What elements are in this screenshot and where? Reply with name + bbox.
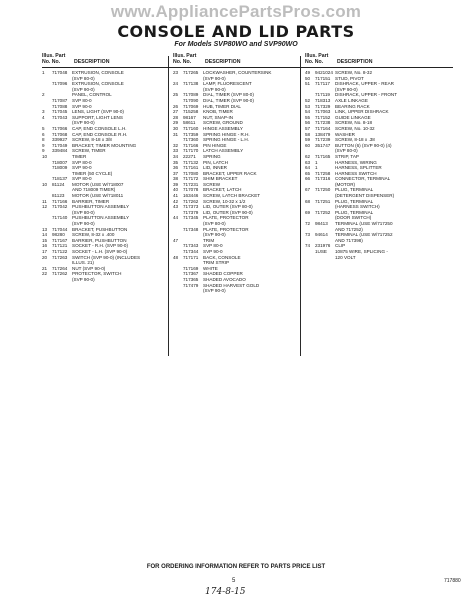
part-description: WASHER <box>335 131 355 137</box>
parts-column-3 <box>305 53 453 260</box>
illus-number: 16 <box>42 243 48 249</box>
illus-number: 13 <box>42 226 48 232</box>
part-number: 717078 <box>183 187 199 193</box>
part-number: 717122 <box>52 249 68 254</box>
part-number: 717152 <box>315 114 331 120</box>
part-description: DIAL, TIMER (SVP 80-0) <box>203 92 254 98</box>
part-number: 717264 <box>52 265 68 271</box>
part-number: 717258 <box>315 170 331 176</box>
column-header <box>42 53 190 68</box>
part-number: 717373 <box>183 204 199 210</box>
page-subtitle: For Models SVP80WO and SVP90WO <box>174 41 298 48</box>
part-description: HINGE ASSEMBLY <box>203 125 243 131</box>
part-number: 717379 <box>183 209 199 215</box>
part-description: TRIM <box>203 237 215 243</box>
part-number: 81124 <box>52 181 65 187</box>
part-number: 163446 <box>183 193 199 199</box>
part-description: BARRIER, PUSHBUTTON <box>72 237 127 243</box>
part-description: PLUG, TERMINAL <box>335 198 374 204</box>
part-number: 717164 <box>315 125 331 131</box>
illus-number: 58 <box>305 131 311 137</box>
part-number: 717316 <box>315 176 331 182</box>
illus-number: 49 <box>305 70 311 75</box>
illus-number: 53 <box>305 103 311 109</box>
part-number: 717063 <box>315 109 331 115</box>
illus-number <box>173 288 183 294</box>
part-number: 351747 <box>315 142 331 148</box>
part-number: 717069 <box>183 103 199 109</box>
header-description: DESCRIPTION <box>337 59 373 65</box>
parts-list <box>305 70 453 260</box>
watermark: www.AppliancePartsPros.com <box>110 2 362 21</box>
part-description: MOTOR (USE W/718011 <box>72 193 124 199</box>
part-description: NUT, SNAP-IN <box>203 114 234 120</box>
part-number: 717231 <box>183 181 199 187</box>
illus-number: 69 <box>305 209 311 215</box>
part-number: 717171 <box>183 254 199 260</box>
illus-number: 57 <box>305 125 311 131</box>
illus-number: 34 <box>173 153 179 159</box>
part-number: 718313 <box>315 97 331 103</box>
part-description: HARNESS, SPLITTER <box>335 165 382 171</box>
illus-number: 23 <box>173 70 179 75</box>
header-no-no: No. No. <box>42 59 61 65</box>
part-description: PANEL, CONTROL <box>72 92 112 98</box>
part-description: EXTRUSION, CONSOLE <box>72 81 124 87</box>
illus-number: 37 <box>173 170 179 176</box>
illus-number: 24 <box>173 81 179 87</box>
parts-column-1 <box>42 53 190 283</box>
part-number: 717138 <box>183 81 199 87</box>
part-description: (SVP 90-0) <box>203 75 226 81</box>
part-description: AND 717398) <box>335 237 363 243</box>
part-description: BRACKET, PUSHBUTTON <box>72 226 128 232</box>
header-description: DESCRIPTION <box>205 59 241 65</box>
part-description: SVP 80-0 <box>72 176 92 182</box>
part-description: BACK, CONSOLE <box>203 254 241 260</box>
part-description: LAMP, FLUORESCENT <box>203 81 252 87</box>
part-description: SCREW <box>203 181 221 187</box>
part-description: 10875 WIRE, SPLICING - <box>335 249 388 254</box>
illus-number: 28 <box>173 114 179 120</box>
document-id: 717880 <box>444 578 461 584</box>
part-number: 717165 <box>315 153 331 159</box>
part-description: TERMINAL (USE W/717250 <box>335 221 393 227</box>
illus-number: 10 <box>42 153 48 159</box>
part-number: 717251 <box>315 198 331 204</box>
part-description: SWITCH (SVP 90-0) (INCLUDES <box>72 254 141 260</box>
part-number: 1 <box>315 159 318 165</box>
part-description: (SVP 90-0) <box>72 276 95 282</box>
part-description: PLATE, PROTECTOR <box>203 226 249 232</box>
part-description: CONNECTOR, TERMINAL <box>335 176 391 182</box>
part-description: SVP 90-0 <box>203 249 223 254</box>
part-description: PROTECTOR, SWITCH <box>72 271 122 277</box>
handwritten-note: 174-8-15 <box>205 587 246 597</box>
part-description: KNOB, TIMER <box>203 109 233 115</box>
part-number: 717343 <box>183 243 199 249</box>
part-description: CAP, END CONSOLE L.H. <box>72 125 127 131</box>
part-number: 717045 <box>52 109 68 115</box>
illus-number: 1 <box>42 70 45 75</box>
illus-number: 20 <box>42 254 48 260</box>
part-description: SCREW, 8-18 x .38 <box>335 137 375 143</box>
part-description: TRIM STRIP <box>203 260 230 266</box>
part-number: 717265 <box>183 70 199 75</box>
illus-number: 15 <box>42 237 48 243</box>
illus-number: 12 <box>42 204 48 210</box>
part-number: 717262 <box>52 271 68 277</box>
illus-number: 62 <box>305 153 311 159</box>
part-number <box>315 255 335 261</box>
part-description: SPRING <box>203 153 221 159</box>
illus-number: 56 <box>305 120 311 126</box>
part-number: 231976 <box>315 243 331 249</box>
part-description: MOTOR (USE W/718007 <box>72 181 124 187</box>
part-number: 717238 <box>315 120 331 126</box>
parts-list <box>42 70 190 283</box>
part-description: STRIP, TAP <box>335 153 359 159</box>
part-number: 717068 <box>52 131 68 137</box>
part-description: SCREW, 10-32 x 1/2 <box>203 198 246 204</box>
illus-number: 3 <box>42 109 45 115</box>
part-description: TIMER <box>72 153 87 159</box>
part-number: 717044 <box>52 226 68 232</box>
part-description: TIMER (50 CYCLE) <box>72 170 113 176</box>
part-number: 717087 <box>52 97 68 103</box>
illus-number: 50 <box>305 75 311 81</box>
part-number: 717365 <box>183 276 199 282</box>
part-description: (SVP 90-0) <box>203 288 226 294</box>
illus-number: 6 <box>42 131 45 137</box>
illus-number: 10 <box>42 181 48 187</box>
part-description: SCREW, LATCH BRACKET <box>203 193 261 199</box>
part-number: 717262 <box>183 198 199 204</box>
part-number: 339484 <box>52 148 68 154</box>
part-number: 9421024 <box>315 70 333 75</box>
illus-number: 64 <box>305 165 311 171</box>
part-description: SCREW, No. 10-32 <box>335 125 375 131</box>
part-description: PIN, LATCH <box>203 159 228 165</box>
part-number: 717121 <box>52 243 68 249</box>
part-description: TERMINAL (USE W/717252 <box>335 232 393 238</box>
part-description: HUB, TIMER DIAL <box>203 103 241 109</box>
illus-number: 2 <box>42 92 45 98</box>
part-number <box>52 277 72 283</box>
part-description: BRACKET, LATCH <box>203 187 242 193</box>
part-description: BEARING RACK <box>335 103 370 109</box>
part-description: (SVP 90-0) <box>72 120 95 126</box>
part-description: BRACKET, TIMER MOUNTING <box>72 142 137 148</box>
illus-number: 33 <box>173 148 179 154</box>
illus-number: 51 <box>305 81 311 87</box>
illus-number: 72 <box>305 221 311 227</box>
part-description: (SVP 90-0) <box>72 86 95 92</box>
part-number: 717345 <box>183 215 199 221</box>
part-description: AXLE LINKAGE <box>335 97 368 103</box>
part-description: 120 VOLT <box>335 254 356 260</box>
part-description: DISHRACK, UPPER - FRONT <box>335 92 398 98</box>
part-number: 718009 <box>52 165 68 171</box>
part-number: 717066 <box>52 125 68 131</box>
part-description: BUTTON (6) (SVP 90-0) (4) <box>335 142 392 148</box>
part-number: 717367 <box>183 271 199 277</box>
part-description: SOCKET - L.H. (SVP 90-0) <box>72 249 128 254</box>
part-description: LID, OUTER (SVP 80-0) <box>203 204 253 210</box>
part-description: STUD, PIVOT <box>335 75 364 81</box>
part-number: 98413 <box>315 221 328 227</box>
part-description: LATCH ASSEMBLY <box>203 148 244 154</box>
part-number: 717166 <box>52 198 68 204</box>
part-description: BARRIER, TIMER <box>72 198 110 204</box>
illus-number: 9 <box>42 142 45 148</box>
illus-number <box>305 255 315 261</box>
illus-number: 36 <box>173 165 179 171</box>
page-title: CONSOLE AND LID PARTS <box>117 22 355 41</box>
part-number: 717160 <box>183 125 199 131</box>
part-number: 717089 <box>183 92 199 98</box>
part-description: SPRING HINGE - R.H. <box>203 131 250 137</box>
illus-number <box>42 277 52 283</box>
part-description: LID, INNER <box>203 165 227 171</box>
part-number: 717096 <box>52 81 68 87</box>
part-number: 717166 <box>183 142 199 148</box>
illus-number: 11 <box>42 198 47 204</box>
part-description: SHADED COPPER <box>203 271 243 277</box>
part-description: DISHRACK, UPPER - REAR <box>335 81 394 87</box>
illus-number: 30 <box>173 125 179 131</box>
header-illus-part: Illus. Part <box>173 53 197 59</box>
illus-number: 42 <box>173 198 179 204</box>
illus-number: 63 <box>305 159 311 165</box>
part-description: (SVP 90-0) <box>203 232 226 238</box>
table-row <box>42 277 190 283</box>
part-number: 717140 <box>52 215 68 221</box>
part-description: DIAL, TIMER (SVP 90-0) <box>203 97 254 103</box>
part-number <box>183 288 203 294</box>
part-description: (SVP 90-0) <box>335 86 358 92</box>
part-description: CLIP <box>335 243 346 249</box>
part-description: LOCKWASHER, COUNTERSINK <box>203 70 272 75</box>
illus-number: 21 <box>42 265 48 271</box>
part-description: SVP 80-0 <box>72 159 92 165</box>
part-description: (SVP 80-0) <box>72 75 95 81</box>
illus-number: 14 <box>42 232 48 238</box>
illus-number: 17 <box>42 249 48 254</box>
part-number: 717479 <box>183 282 199 288</box>
illus-number: 31 <box>173 131 179 137</box>
part-number: 717250 <box>315 187 331 193</box>
part-number: 717151 <box>315 75 331 81</box>
part-number: 717117 <box>315 81 330 87</box>
part-description: WHITE <box>203 265 218 271</box>
header-illus-part: Illus. Part <box>42 53 66 59</box>
column-header <box>173 53 324 68</box>
part-number: 717119 <box>315 92 330 98</box>
illus-number: 55 <box>305 114 311 120</box>
part-number: 718137 <box>52 176 68 182</box>
part-description: SPRING HINGE - L.H. <box>203 137 249 143</box>
column-header <box>305 53 453 68</box>
part-description: SCREW, No. 8-18 <box>335 120 373 126</box>
header-illus-part: Illus. Part <box>305 53 329 59</box>
part-description: PUSHBUTTON ASSEMBLY <box>72 204 130 210</box>
part-description: PIN HINGE <box>203 142 227 148</box>
part-number: 1USE <box>315 249 328 254</box>
table-row <box>305 255 453 261</box>
illus-number: 40 <box>173 187 179 193</box>
part-description: HARNESS, WIRING <box>335 159 377 165</box>
part-number: 717090 <box>183 97 199 103</box>
illus-number: 39 <box>173 181 179 187</box>
part-number: 22271 <box>183 153 196 159</box>
part-description: LID, OUTER (SVP 90-0) <box>203 209 253 215</box>
part-description: (SVP 90-0) <box>203 86 226 92</box>
part-description: SCREW, GROUND <box>203 120 243 126</box>
part-description: (SVP 80-0) <box>203 221 226 227</box>
illus-number: 26 <box>173 103 179 109</box>
part-number: 717043 <box>52 114 68 120</box>
illus-number: 22 <box>42 271 48 277</box>
part-number: 717329 <box>315 103 331 109</box>
part-number: 717170 <box>183 148 199 154</box>
part-number: 717252 <box>315 209 331 215</box>
part-description: SCREW, TIMER <box>72 148 106 154</box>
part-description: EXTRUSION, CONSOLE <box>72 70 124 75</box>
part-number: 717169 <box>183 265 199 271</box>
part-number: 98280 <box>52 232 65 238</box>
part-description: (SVP 80-0) <box>335 148 358 154</box>
header-description: DESCRIPTION <box>74 59 110 65</box>
illus-number: 65 <box>305 170 311 176</box>
part-description: BRACKET, UPPER RACK <box>203 170 257 176</box>
part-number: 717263 <box>52 254 68 260</box>
part-number: 717167 <box>52 237 68 243</box>
part-description: SHADED AVOCADO <box>203 276 246 282</box>
part-description: (DETERGENT DISPENSER) <box>335 193 395 199</box>
illus-number: 44 <box>173 215 179 221</box>
part-description: CAP, END CONSOLE R.H. <box>72 131 128 137</box>
part-number: 98167 <box>183 114 196 120</box>
part-number: 138479 <box>315 131 331 137</box>
part-description: (HARNESS SWITCH) <box>335 204 380 210</box>
illus-number: 74 <box>305 243 311 249</box>
illus-number: 47 <box>173 237 179 243</box>
illus-number: 8 <box>42 137 45 143</box>
part-description: HARNESS SWITCH <box>335 170 377 176</box>
illus-number: 60 <box>305 142 311 148</box>
header-no-no: No. No. <box>305 59 324 65</box>
illus-number: 43 <box>173 204 179 210</box>
part-number: 717088 <box>52 103 68 109</box>
part-number: 58611 <box>183 120 196 126</box>
part-description: SUPPORT, LIGHT LENS <box>72 114 123 120</box>
part-number: 717049 <box>52 142 68 148</box>
illus-number: 66 <box>305 176 311 182</box>
illus-number: 54 <box>305 109 311 115</box>
part-description: GUIDE LINKAGE <box>335 114 371 120</box>
illus-number: 9 <box>42 148 45 154</box>
part-description: AND 718009 TIMER) <box>72 187 116 193</box>
part-description: PLATE, PROTECTOR <box>203 215 249 221</box>
part-number: 717161 <box>183 165 199 171</box>
table-row <box>173 288 321 294</box>
part-number: 717348 <box>183 226 199 232</box>
part-description: SVP 90-0 <box>72 103 92 109</box>
part-description: NUT (SVP 90-0) <box>72 265 106 271</box>
part-description: SHIM BRACKET <box>203 176 238 182</box>
illus-number: 52 <box>305 97 311 103</box>
part-description: SVP 80-0 <box>203 243 223 249</box>
part-number: 717360 <box>183 137 199 143</box>
part-description: (SVP 80-0) <box>72 209 95 215</box>
illus-number: 29 <box>173 120 179 126</box>
part-number: 715258 <box>183 109 199 115</box>
part-description: (DOOR SWITCH) <box>335 215 372 221</box>
part-number: 94614 <box>315 232 328 238</box>
part-description: SCREW, 8-32 x .400 <box>72 232 115 238</box>
part-description: SCREW, 8-18 x 3/8 <box>72 137 112 143</box>
illus-number: 73 <box>305 232 311 238</box>
header-no-no: No. No. <box>173 59 192 65</box>
part-number: 717132 <box>183 159 199 165</box>
part-description: PUSHBUTTON ASSEMBLY <box>72 215 130 221</box>
part-number: 717172 <box>183 176 199 182</box>
part-number: 717239 <box>315 137 331 143</box>
part-number: 717080 <box>183 170 199 176</box>
part-description: SVP 90-0 <box>72 165 92 171</box>
part-description: (MOTOR) <box>335 181 356 187</box>
illus-number: 67 <box>305 187 311 193</box>
part-number: 81123 <box>52 193 65 199</box>
part-description: LINK, UPPER DISHRACK <box>335 109 389 115</box>
part-description: ILLUS. 21) <box>72 260 94 266</box>
part-number: 717359 <box>183 131 199 137</box>
illus-number: 32 <box>173 142 179 148</box>
illus-number: 68 <box>305 198 311 204</box>
part-description: SOCKET - R.H. (SVP 90-0) <box>72 243 128 249</box>
illus-number: 27 <box>173 109 179 115</box>
part-description: PLUG, TERMINAL <box>335 187 374 193</box>
part-description: SHADED HARVEST GOLD <box>203 282 260 288</box>
page-number: 5 <box>232 578 236 584</box>
part-description: (SVP 90-0) <box>72 221 95 227</box>
part-description: AND 717252) <box>335 226 363 232</box>
illus-number: 41 <box>173 193 179 199</box>
illus-number: 48 <box>173 254 179 260</box>
part-number: 717344 <box>183 249 199 254</box>
part-number: 339927 <box>52 137 68 143</box>
illus-number: 25 <box>173 92 179 98</box>
part-description: SVP 80-0 <box>72 97 92 103</box>
part-description: PLUG, TERMINAL <box>335 209 374 215</box>
part-description: SCREW, No. 8-32 <box>335 70 373 75</box>
ordering-footer: FOR ORDERING INFORMATION REFER TO PARTS PRICE LIST <box>146 564 326 570</box>
part-number: 717042 <box>52 204 68 210</box>
part-description: LENS, LIGHT (SVP 90-0) <box>72 109 124 115</box>
parts-list <box>173 70 321 294</box>
illus-number: 35 <box>173 159 179 165</box>
part-number: 718007 <box>52 159 68 165</box>
part-number: 717048 <box>52 70 68 75</box>
illus-number: 59 <box>305 137 311 143</box>
illus-number: 5 <box>42 125 45 131</box>
illus-number: 38 <box>173 176 179 182</box>
illus-number: 4 <box>42 114 45 120</box>
part-number: 1 <box>315 165 318 171</box>
